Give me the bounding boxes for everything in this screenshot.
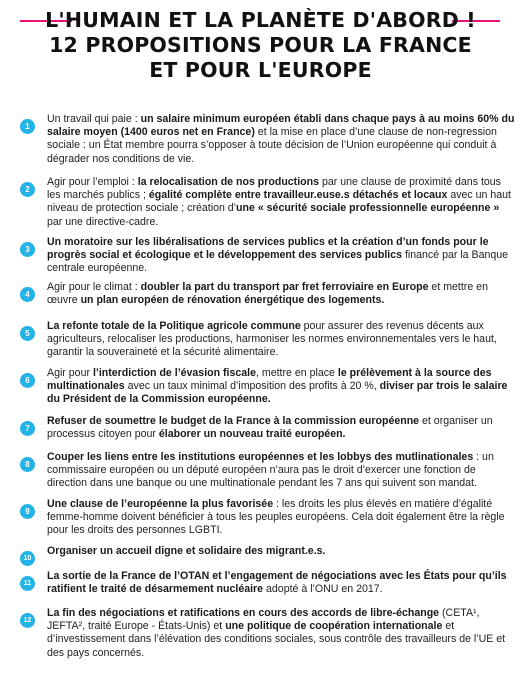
proposal-text-bold: la relocalisation de nos productions — [137, 176, 319, 188]
title-line-3: ET POUR L'EUROPE — [149, 58, 372, 82]
proposal-text — [47, 113, 515, 166]
proposal-text — [47, 570, 515, 596]
proposal-text — [47, 281, 515, 307]
proposal-text — [47, 415, 515, 441]
proposal-text-regular: par une directive-cadre. — [47, 215, 159, 228]
proposal-text-regular: , mettre en place — [256, 367, 338, 379]
proposal-text-bold: une « sécurité sociale professionnelle européenne » — [236, 202, 500, 215]
proposal-number-badge: 6 — [20, 373, 35, 388]
proposal-number-badge: 10 — [20, 551, 35, 566]
proposal-text-regular: et d’investissement dans l’élévation des conditions sociales, sous contrôle des travailleurs de l’UE et des pays concernés. — [47, 620, 506, 659]
proposal-text-regular: : un commissaire européen ou un député européen n’aura pas le droit d’exercer une fonction de direction dans une banque ou une multinationale pendant les 7 ans qui suivent son mandat. — [47, 451, 494, 490]
proposal-text-regular: et mettre en œuvre — [47, 281, 488, 307]
proposal-text — [47, 607, 515, 660]
proposal-text — [47, 176, 515, 229]
proposal-number-badge: 7 — [20, 421, 35, 436]
proposal-text-regular: par une clause de proximité dans tous les marchés publics ; — [47, 176, 501, 202]
proposal-text-regular: Agir pour — [47, 367, 93, 379]
proposal-text-regular: (CETA¹, JEFTA², traité Europe - États-Unis) et — [47, 607, 480, 633]
proposal-text-bold: La fin des négociations et ratifications en cours des accords de libre-échange — [47, 607, 440, 619]
proposal-text-bold: l’interdiction de l’évasion fiscale — [92, 367, 257, 379]
proposal-text — [47, 320, 515, 360]
proposal-text-bold: un salaire minimum européen établi dans chaque pays à au moins 60% du salaire moyen (1400 euros net en France) — [47, 113, 515, 139]
proposal-text-regular: et la mise en place d’une clause de non-regression sociale : un État membre pourra s’opposer à toute décision de l’Union européenne qui conduit à dégrader nos conditions de vie. — [47, 126, 497, 165]
title-line-2: 12 PROPOSITIONS POUR LA FRANCE — [49, 33, 472, 57]
proposal-text-bold: Une clause de l’européenne la plus favorisée — [47, 498, 274, 510]
proposal-number-badge: 4 — [20, 287, 35, 302]
proposal-text-bold: doubler la part du transport par fret ferroviaire en Europe — [140, 281, 429, 293]
proposal-text-regular: Un travail qui paie : — [47, 113, 141, 125]
proposal-text-bold: Refuser de soumettre le budget de la France à la commission européenne — [47, 415, 420, 427]
proposal-number-badge: 12 — [20, 613, 35, 628]
proposal-text-bold: le prélèvement à la source des multinationales — [47, 367, 492, 393]
proposal-number-badge: 1 — [20, 119, 35, 134]
proposal-text-bold: une politique de coopération internationale — [225, 620, 443, 633]
proposal-text-regular: et organiser un processus citoyen pour — [47, 415, 493, 441]
proposal-text-regular: avec un taux minimal d’imposition des profits à 20 %, — [124, 380, 380, 393]
proposal-number-badge: 11 — [20, 576, 35, 591]
proposal-text — [47, 367, 515, 407]
proposal-number-badge: 3 — [20, 242, 35, 257]
proposal-text-bold: égalité complète entre travailleur.euse.s détachés et locaux — [148, 189, 448, 202]
proposal-text-regular: adopté à l’ONU en 2017. — [263, 583, 383, 596]
proposal-text-bold: La sortie de la France de l’OTAN et l’engagement de négociations avec les États pour qu’ils ratifient le traité de désarmement nucléaire — [47, 570, 507, 596]
proposal-text-regular: : les droits les plus élevés en matière d’égalité femme-homme doivent bénéficier à tous les peuples européens. Cela doit également être la règle pour les droits des personnes LGBTI. — [47, 498, 505, 537]
proposal-number-badge: 5 — [20, 326, 35, 341]
proposal-text-bold: Organiser un accueil digne et solidaire des migrant.e.s. — [47, 545, 326, 557]
proposal-number-badge: 2 — [20, 182, 35, 197]
proposal-text-bold: La refonte totale de la Politique agricole commune — [47, 320, 301, 332]
title-line-1: L'HUMAIN ET LA PLANÈTE D'ABORD ! — [45, 8, 476, 32]
proposal-text — [47, 451, 515, 491]
proposal-number-badge: 8 — [20, 457, 35, 472]
proposal-text — [47, 498, 515, 538]
proposal-text-regular: Agir pour le climat : — [47, 281, 141, 293]
proposal-number-badge: 9 — [20, 504, 35, 519]
proposal-text-regular: Agir pour l’emploi : — [47, 176, 138, 188]
proposal-text-bold: élaborer un nouveau traité européen. — [158, 428, 346, 441]
proposal-text-regular: avec un haut niveau de protection sociale ; création d’ — [47, 189, 511, 215]
proposal-text-regular: financé par la Banque centrale européenne. — [47, 249, 509, 275]
proposal-text — [47, 545, 515, 558]
proposal-text-bold: Un moratoire sur les libéralisations de services publics et la création d’un fonds pour le progrès social et écologique et le développement des services publics — [47, 236, 489, 262]
proposal-text — [47, 236, 515, 276]
proposal-text-bold: Couper les liens entre les institutions européennes et les lobbys des mutlinationales — [47, 451, 474, 463]
proposal-text-regular: pour assurer des revenus décents aux agriculteurs, relocaliser les productions, harmoniser les normes environnementales vers le haut, garantir la souveraineté et la sécurité alimentaire. — [47, 320, 497, 359]
proposal-text-bold: diviser par trois le salaire du Président de la Commission européenne. — [47, 380, 508, 406]
proposal-text-bold: un plan européen de rénovation énergétique des logements. — [80, 294, 385, 307]
